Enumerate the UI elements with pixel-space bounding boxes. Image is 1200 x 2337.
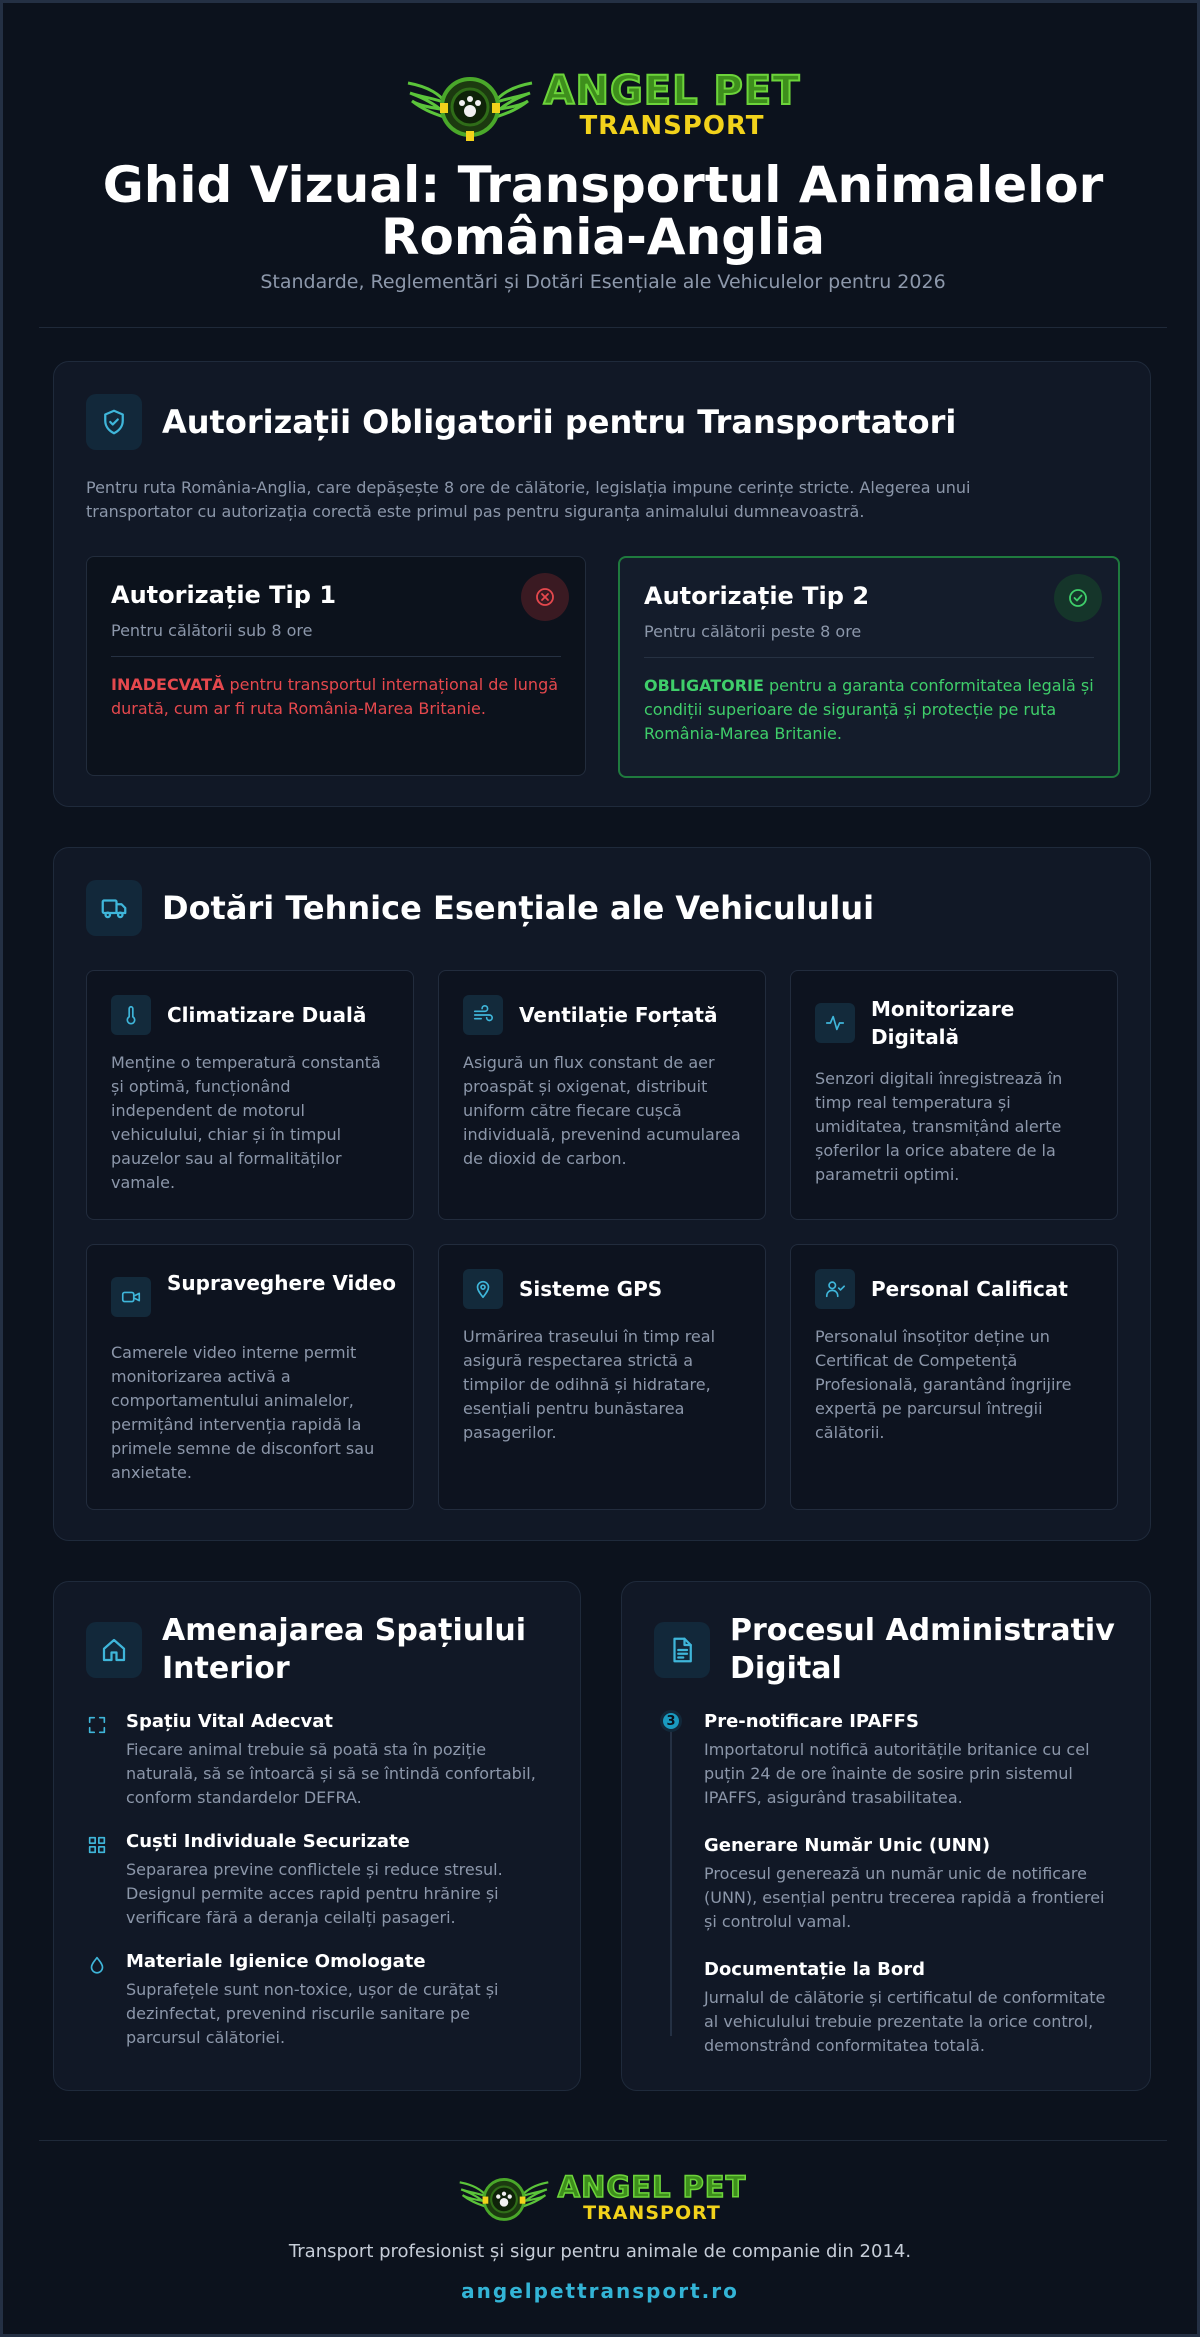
type1-status: INADECVATĂ xyxy=(111,675,225,694)
grid-icon xyxy=(86,1834,110,1858)
type2-divider xyxy=(644,657,1094,658)
type1-subtitle: Pentru călătorii sub 8 ore xyxy=(111,621,313,640)
user-check-icon xyxy=(815,1269,855,1309)
admin-title-line1: Procesul Administrativ xyxy=(730,1613,1115,1648)
step-title: Generare Număr Unic (UNN) xyxy=(704,1835,991,1856)
logo-wordmark-bottom: TRANSPORT xyxy=(579,111,765,141)
feature-title: Personal Calificat xyxy=(871,1277,1068,1301)
activity-icon xyxy=(815,1003,855,1043)
authorization-type2-card xyxy=(618,556,1120,778)
equipment-title: Dotări Tehnice Esențiale ale Vehiculului xyxy=(162,889,875,927)
type1-divider xyxy=(111,656,561,657)
interior-title-line2: Interior xyxy=(162,1651,290,1686)
expand-icon xyxy=(86,1714,110,1738)
feature-description: Camerele video interne permit monitorizarea activă a comportamentului animalelor, permițând intervenția rapidă la primele semne de disconfort sau anxietate. xyxy=(111,1343,375,1482)
shield-check-icon xyxy=(86,394,142,450)
feature-card-ventilation xyxy=(438,970,766,1220)
type2-title: Autorizație Tip 2 xyxy=(644,582,870,610)
equipment-section xyxy=(53,847,1151,1541)
step-title: Documentație la Bord xyxy=(704,1959,926,1980)
type2-text: pentru a garanta conformitatea legală și condiții superioare de siguranță și protecție pe ruta România-Marea Britanie. xyxy=(644,676,1094,743)
page-title-line2: România-Anglia xyxy=(380,208,826,266)
file-text-icon xyxy=(654,1622,710,1678)
type2-status: OBLIGATORIE xyxy=(644,676,764,695)
thermometer-icon xyxy=(111,995,151,1035)
interior-title-line1: Amenajarea Spațiului xyxy=(162,1613,527,1648)
step-description: Importatorul notifică autoritățile britanice cu cel puțin 24 de ore înainte de sosire prin sistemul IPAFFS, asigurând trasabilitatea. xyxy=(704,1740,1090,1807)
step-title: Pre-notificare IPAFFS xyxy=(704,1711,919,1732)
paw-wings-emblem xyxy=(454,2169,554,2227)
process-step xyxy=(704,1710,1114,1810)
page-subtitle: Standarde, Reglementări și Dotări Esențiale ale Vehiculelor pentru 2026 xyxy=(260,271,946,293)
feature-card-monitoring xyxy=(790,970,1118,1220)
paw-wings-emblem xyxy=(400,65,540,145)
interior-section xyxy=(53,1581,581,2091)
authorizations-section xyxy=(53,361,1151,807)
step-description: Procesul generează un număr unic de notificare (UNN), esențial pentru trecerea rapidă a frontierei și controlul vamal. xyxy=(704,1864,1105,1931)
logo-wordmark-bottom: TRANSPORT xyxy=(583,2202,721,2224)
feature-card-gps xyxy=(438,1244,766,1510)
feature-description: Urmărirea traseului în timp real asigură respectarea strictă a timpilor de odihnă și hidratare, esențiali pentru bunăstarea pasagerilor. xyxy=(463,1327,716,1442)
wind-icon xyxy=(463,995,503,1035)
list-item-description: Suprafețele sunt non-toxice, ușor de curățat și dezinfectat, prevenind riscurile sanitare pe parcursul călătoriei. xyxy=(126,1980,499,2047)
home-icon xyxy=(86,1622,142,1678)
type2-description xyxy=(644,674,1094,746)
feature-card-climate xyxy=(86,970,414,1220)
list-item-description: Separarea previne conflictele și reduce stresul. Designul permite acces rapid pentru hrănire și verificare fără a deranja ceilalți pasageri. xyxy=(126,1860,503,1927)
authorizations-intro: Pentru ruta România-Anglia, care depășește 8 ore de călătorie, legislația impune cerințe stricte. Alegerea unui transportator cu autorizația corectă este primul pas pentru siguranța animalului dumneavoastră. xyxy=(86,478,971,521)
feature-card-video xyxy=(86,1244,414,1510)
feature-description: Senzori digitali înregistrează în timp real temperatura și umiditatea, transmițând alerte șoferilor la orice abatere de la parametrii optimi. xyxy=(815,1069,1063,1184)
timeline-line xyxy=(670,1722,672,2036)
step-marker: 3 xyxy=(660,1710,682,1732)
feature-description: Asigură un flux constant de aer proaspăt și oxigenat, distribuit uniform către fiecare cușcă individuală, prevenind acumularea de dioxid de carbon. xyxy=(463,1053,741,1168)
feature-description: Menține o temperatură constantă și optimă, funcționând independent de motorul vehiculului, chiar și în timpul pauzelor sau al formalităților vamale. xyxy=(111,1053,381,1192)
map-pin-icon xyxy=(463,1269,503,1309)
footer-divider xyxy=(39,2140,1167,2141)
list-item-title: Materiale Igienice Omologate xyxy=(126,1951,426,1972)
logo-wordmark-top: ANGEL PET xyxy=(557,2170,747,2204)
feature-title: Supraveghere Video xyxy=(167,1271,397,1295)
feature-title: Monitorizare Digitală xyxy=(871,997,1015,1049)
step-description: Jurnalul de călătorie și certificatul de conformitate al vehiculului trebuie prezentate la orice control, demonstrând conformitatea totală. xyxy=(704,1988,1106,2055)
footer-tagline: Transport profesionist și sigur pentru animale de companie din 2014. xyxy=(288,2241,912,2262)
feature-title: Ventilație Forțată xyxy=(519,1003,718,1027)
process-step xyxy=(704,1958,1114,2058)
footer-logo[interactable] xyxy=(3,2169,1197,2227)
feature-description: Personalul însoțitor deține un Certificat de Competență Profesională, garantând îngrijire expertă pe parcursul întregii călătorii. xyxy=(815,1327,1072,1442)
type1-title: Autorizație Tip 1 xyxy=(111,581,337,609)
list-item-title: Spațiu Vital Adecvat xyxy=(126,1711,333,1732)
type1-text: pentru transportul internațional de lungă durată, cum ar fi ruta România-Marea Britanie. xyxy=(111,675,559,718)
list-item xyxy=(126,1950,544,2050)
header-divider xyxy=(39,327,1167,328)
list-item-title: Cuști Individuale Securizate xyxy=(126,1831,410,1852)
type2-subtitle: Pentru călătorii peste 8 ore xyxy=(644,622,862,641)
authorizations-title: Autorizații Obligatorii pentru Transportatori xyxy=(162,403,957,441)
admin-title-line2: Digital xyxy=(730,1651,842,1686)
check-circle-icon xyxy=(1054,574,1102,622)
admin-section xyxy=(621,1581,1151,2091)
truck-icon xyxy=(86,880,142,936)
video-icon xyxy=(111,1277,151,1317)
page-title-line1: Ghid Vizual: Transportul Animalelor xyxy=(102,156,1104,214)
logo-wordmark-top: ANGEL PET xyxy=(543,68,801,114)
list-item xyxy=(126,1710,544,1810)
feature-title: Sisteme GPS xyxy=(519,1277,663,1301)
list-item xyxy=(126,1830,544,1930)
feature-card-personnel xyxy=(790,1244,1118,1510)
admin-title xyxy=(730,1612,1115,1688)
process-step xyxy=(704,1834,1114,1934)
interior-title xyxy=(162,1612,526,1688)
x-circle-icon xyxy=(521,573,569,621)
feature-title: Climatizare Duală xyxy=(167,1003,367,1027)
authorization-type1-card xyxy=(86,556,586,776)
type1-description xyxy=(111,673,561,721)
footer-website-link[interactable]: angelpettransport.ro xyxy=(461,2279,739,2303)
droplet-icon xyxy=(86,1954,110,1978)
list-item-description: Fiecare animal trebuie să poată sta în poziție naturală, să se întoarcă și să se întindă confortabil, conform standardelor DEFRA. xyxy=(126,1740,536,1807)
page-title xyxy=(3,156,1200,266)
header-logo[interactable] xyxy=(3,65,1197,145)
